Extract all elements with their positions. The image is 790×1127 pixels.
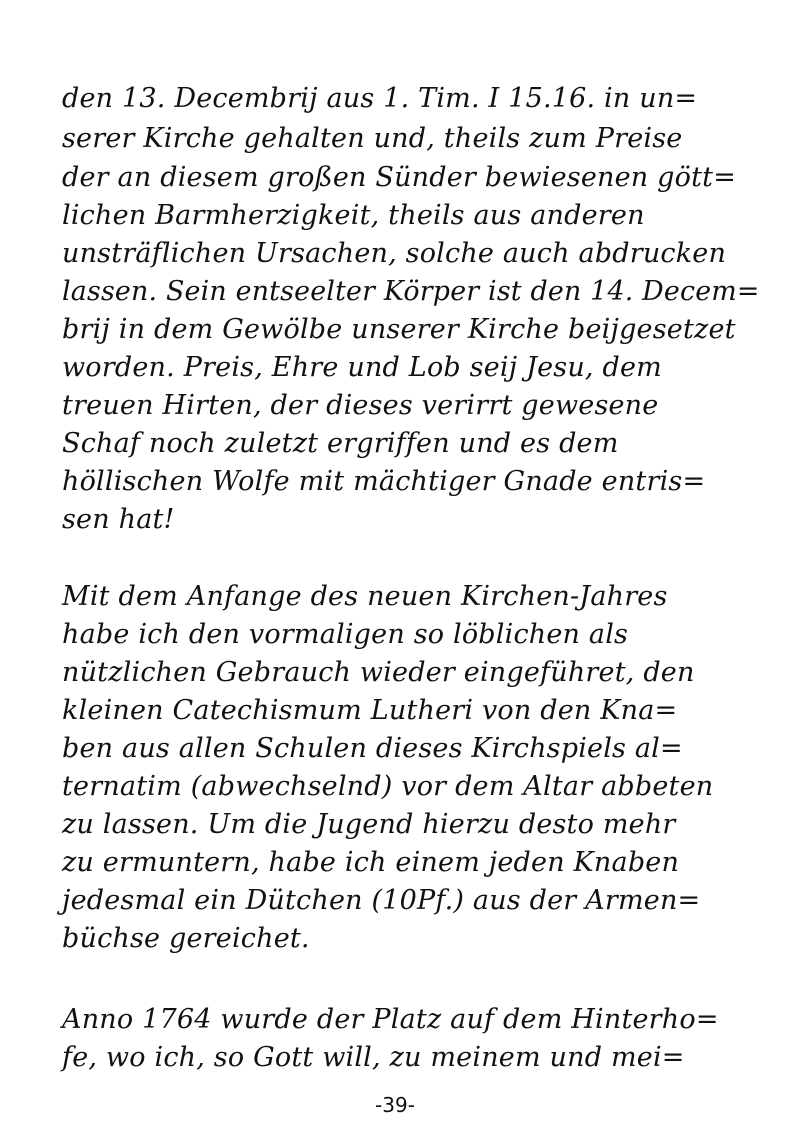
text-line: büchse gereichet.	[62, 923, 310, 954]
text-line: lassen. Sein entseelter Körper ist den 14. Decem=	[62, 276, 760, 307]
text-line: lichen Barmherzigkeit, theils aus anderen	[62, 200, 645, 231]
text-line: habe ich den vormaligen so löblichen als	[62, 619, 629, 650]
text-line: Mit dem Anfange des neuen Kirchen-Jahres	[62, 581, 668, 612]
text-line: Schaf noch zuletzt ergriffen und es dem	[62, 428, 619, 459]
text-line: kleinen Catechismum Lutheri von den Kna=	[62, 695, 678, 726]
text-line: den 13. Decembrij aus 1. Tim. I 15.16. in un=	[62, 83, 698, 114]
text-line: brij in dem Gewölbe unserer Kirche beijgesetzet	[62, 314, 736, 345]
text-line: worden. Preis, Ehre und Lob seij Jesu, dem	[62, 352, 662, 383]
text-line: serer Kirche gehalten und, theils zum Preise	[62, 123, 683, 154]
text-line: ben aus allen Schulen dieses Kirchspiels al=	[62, 733, 683, 764]
text-line: zu ermuntern, habe ich einem jeden Knaben	[62, 847, 680, 878]
text-line: nützlichen Gebrauch wieder eingeführet, den	[62, 657, 695, 688]
text-line: jedesmal ein Dütchen (10Pf.) aus der Armen=	[62, 885, 701, 916]
text-line: ternatim (abwechselnd) vor dem Altar abbeten	[62, 771, 714, 802]
text-line: der an diesem großen Sünder bewiesenen gött=	[62, 162, 737, 193]
text-line: zu lassen. Um die Jugend hierzu desto mehr	[62, 809, 676, 840]
text-line: fe, wo ich, so Gott will, zu meinem und mei=	[62, 1042, 685, 1073]
text-line: höllischen Wolfe mit mächtiger Gnade entris=	[62, 466, 706, 497]
page-number: -39-	[375, 1093, 415, 1117]
text-line: Anno 1764 wurde der Platz auf dem Hinterho=	[62, 1004, 719, 1035]
text-line: sen hat!	[62, 504, 175, 535]
text-line: treuen Hirten, der dieses verirrt gewesene	[62, 390, 659, 421]
text-line: unsträflichen Ursachen, solche auch abdrucken	[62, 238, 727, 269]
